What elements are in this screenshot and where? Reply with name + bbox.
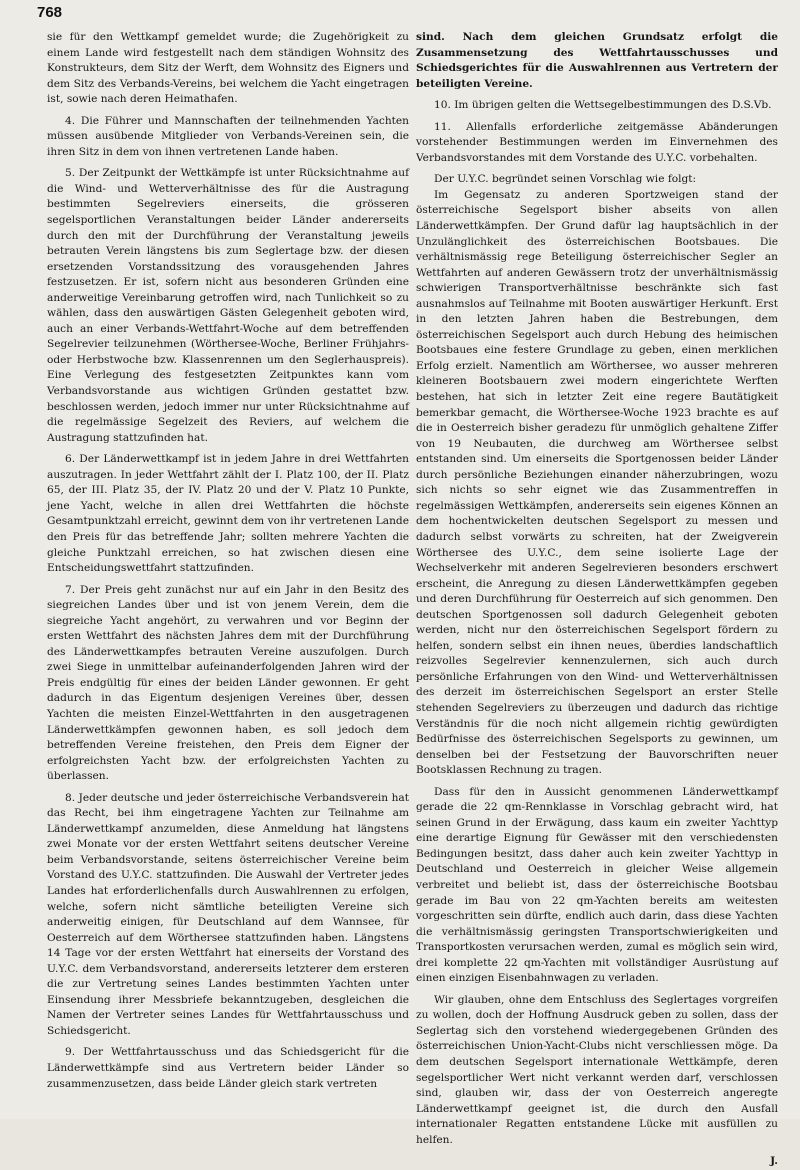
paragraph: 6. Der Länderwettkampf ist in jedem Jahre in drei Wettfahrten auszutragen. In jeder Wettfahrt zählt der I. Platz 100, der II. Platz 65, der III. Platz 35, der IV. Platz 20 und der V. Platz 10 Punkte, jene Yacht, welche in allen drei Wettfahrten die höchste Gesamtpunktzahl erreicht, gewinnt dem von ihr vertretenen Lande den Preis für das betreffende Jahr; sollten mehrere Yachten die gleiche Punktzahl erreichen, so hat zwischen diesen eine Entscheidungswettfahrt stattzufinden. — [47, 453, 409, 575]
paragraph: 10. Im übrigen gelten die Wettsegelbestimmungen des D.S.Vb. — [434, 99, 772, 112]
paragraph: sind. Nach dem gleichen Grundsatz erfolgt die Zusammensetzung des Wettfahrtausschusses und Schiedsgerichtes für die Auswahlrennen aus Vertretern der beteiligten Vereine. — [416, 31, 778, 90]
right-column — [416, 30, 778, 1170]
paragraph: Wir glauben, ohne dem Entschluss des Seglertages vorgreifen zu wollen, doch der Hoffnung Ausdruck geben zu sollen, dass der Seglertag sich den vorstehend wiedergegebenen Gründen des österreichischen Union-Yacht-Clubs nicht verschliessen möge. Da dem deutschen Segelsport internationale Wettkämpfe, deren segelsportlicher Wert nicht verkannt werden darf, verschlossen sind, glauben wir, dass der von Oesterreich angeregte Länderwettkampf geeignet ist, die durch den Ausfall internationaler Regatten entstandene Lücke mit ausfüllen zu helfen. — [416, 993, 778, 1146]
paragraph: Im Gegensatz zu anderen Sportzweigen stand der österreichische Segelsport bisher abseits von allen Länderwettkämpfen. Der Grund dafür lag hauptsächlich in der Unzulänglichkeit des österreichischen Bootsbaues. Die verhältnismässig rege Beteiligung österreichischer Segler an Wettfahrten auf anderen Gewässern trotz der unverhältnismässig schwierigen Transportverhältnisse beschränkte sich fast ausnahmslos auf Teilnahme mit Booten auswärtiger Herkunft. Erst in den letzten Jahren haben die Bestrebungen, dem österreichischen Segelsport auch durch Hebung des heimischen Bootsbaues eine festere Grundlage zu geben, einen merklichen Erfolg erzielt. Namentlich am Wörthersee, wo ausser mehreren kleineren Bootsbauern zwei modern eingerichtete Werften bestehen, hat sich in letzter Zeit eine regere Bautätigkeit bemerkbar gemacht, die Wörthersee-Woche 1923 brachte es auf die in Oesterreich bisher geradezu für unmöglich gehaltene Ziffer von 19 Neubauten, die durchweg am Wörthersee selbst entstanden sind. Um einerseits die Sportgenossen beider Länder durch persönliche Beziehungen einander näherzubringen, wozu sich nichts so sehr eignet wie das Zusammentreffen in regelmässigen Wettkämpfen, andererseits sein eigenes Können an dem hochentwickelten deutschen Segelsport zu messen und dadurch selbst vorwärts zu schreiten, hat der Zweigverein Wörthersee des U.Y.C., dem seine isolierte Lage der Wechselverkehr mit anderen Segelrevieren besonders erschwert erscheint, die Anregung zu diesen Länderwettkämpfen gegeben und deren Durchführung für Oesterreich auf sich genommen. Den deutschen Sportgenossen soll dadurch Gelegenheit geboten werden, nicht nur den österreichischen Segelsport fördern zu helfen, sondern selbst ein ihnen neues, überdies landschaftlich reizvolles Segelrevier kennenzulernen, sich auch durch persönliche Erfahrungen von den Wind- und Wetterverhältnissen des derzeit im österreichischen Segelsport an erster Stelle stehenden Segelreviers zu überzeugen und dadurch das richtige Verständnis für die noch nicht allgemein richtig gewürdigten Bedürfnisse des österreichischen Segelsports zu gewinnen, um denselben bei der Festsetzung der Bauvorschriften neuer Bootsklassen Rechnung zu tragen. — [416, 188, 778, 777]
left-column — [47, 30, 409, 1092]
paragraph: Der U.Y.C. begründet seinen Vorschlag wie folgt: — [434, 173, 697, 186]
paragraph: 4. Die Führer und Mannschaften der teilnehmenden Yachten müssen ausübende Mitglieder von Verbands-Vereinen sein, die ihren Sitz in dem von ihnen vertretenen Lande haben. — [47, 114, 409, 158]
paragraph: 5. Der Zeitpunkt der Wettkämpfe ist unter Rücksichtnahme auf die Wind- und Wetterverhältnisse des für die Austragung bestimmten Segelreviers einerseits, die grösseren segelsportlichen Veranstaltungen beider Länder andererseits durch den mit der Durchführung der Veranstaltung jeweils betrauten Verein längstens bis zum Seglertage bzw. der diesen ersetzenden Vorstandssitzung des vorausgehenden Jahres festzusetzen. Er ist, sofern nicht aus besonderen Gründen eine anderweitige Vereinbarung getroffen wird, nach Tunlichkeit so zu wählen, dass den auswärtigen Gästen Gelegenheit geboten wird, auch an einer Verbands-Wettfahrt-Woche auf dem betreffenden Segelrevier teilzunehmen (Wörthersee-Woche, Berliner Frühjahrs- oder Herbstwoche bzw. Klassenrennen um den Seglerhauspreis). Eine Verlegung des festgesetzten Zeitpunktes kann vom Verbandsvorstande aus wichtigen Gründen gestattet bzw. beschlossen werden, jedoch immer nur unter Rücksichtnahme auf die regelmässige Segelzeit des Reviers, auf welchem die Austragung stattzufinden hat. — [47, 167, 409, 444]
paragraph: 7. Der Preis geht zunächst nur auf ein Jahr in den Besitz des siegreichen Landes über und ist von jenem Verein, dem die siegreiche Yacht angehört, zu verwahren und vor Beginn der ersten Wettfahrt des nächsten Jahres dem mit der Durchführung des Länderwettkampfes betrauten Vereine auszufolgen. Durch zwei Siege in unmittelbar aufeinanderfolgenden Jahren wird der Preis endgültig für eines der beiden Länder gewonnen. Er geht dadurch in das Eigentum desjenigen Vereines über, dessen Yachten die meisten Einzel-Wettfahrten in den ausgetragenen Länderwettkämpfen gewonnen haben, es soll jedoch dem betreffenden Vereine freistehen, den Preis dem Eigner der erfolgreichsten Yacht bzw. der erfolgreichsten Yachten zu überlassen. — [47, 583, 409, 783]
paragraph: 8. Jeder deutsche und jeder österreichische Verbandsverein hat das Recht, bei ihm eingetragene Yachten zur Teilnahme am Länderwettkampf anzumelden, diese Anmeldung hat längstens zwei Monate vor der ersten Wettfahrt seitens deutscher Vereine beim Verbandsvorstande, seitens österreichischer Vereine beim Vorstand des U.Y.C. stattzufinden. Die Auswahl der Vertreter jedes Landes hat erforderlichenfalls durch Auswahlrennen zu erfolgen, welche, sofern nicht sämtliche beteiligten Vereine sich anderweitig einigen, für Deutschland auf dem Wannsee, für Oesterreich auf dem Wörthersee stattzufinden haben. Längstens 14 Tage vor der ersten Wettfahrt hat einerseits der Vorstand des U.Y.C. dem Verbandsvorstand, andererseits letzterer dem ersteren die zur Vertretung seines Landes bestimmten Yachten unter Einsendung ihrer Messbriefe bekanntzugeben, desgleichen die Namen der Vertreter seines Landes für Wettfahrtausschuss und Schiedsgericht. — [47, 791, 409, 1037]
signature: J. — [770, 1155, 778, 1168]
paragraph: 9. Der Wettfahrtausschuss und das Schiedsgericht für die Länderwettkämpfe sind aus Vertretern beider Länder so zusammenzusetzen, dass beide Länder gleich stark vertreten — [47, 1046, 409, 1090]
paragraph: 11. Allenfalls erforderliche zeitgemässe Abänderungen vorstehender Bestimmungen werden im Einvernehmen des Verbandsvorstandes mit dem Vorstande des U.Y.C. vorbehalten. — [416, 120, 778, 164]
paragraph: Dass für den in Aussicht genommenen Länderwettkampf gerade die 22 qm-Rennklasse in Vorschlag gebracht wird, hat seinen Grund in der Erwägung, dass kaum ein zweiter Yachttyp eine derartige Eignung für Gewässer mit den verschiedensten Bedingungen besitzt, dass daher auch kein zweiter Yachttyp in Deutschland und Oesterreich in gleicher Weise allgemein verbreitet und beliebt ist, dass der österreichische Bootsbau gerade im Bau von 22 qm-Yachten bereits am weitesten vorgeschritten sein dürfte, endlich auch darin, dass diese Yachten die verhältnismässig geringsten Transportschwierigkeiten und Transportkosten verursachen werden, zumal es möglich sein wird, drei komplette 22 qm-Yachten mit vollständiger Ausrüstung auf einen einzigen Eisenbahnwagen zu verladen. — [416, 785, 778, 985]
paragraph: sie für den Wettkampf gemeldet wurde; die Zugehörigkeit zu einem Lande wird festgestellt nach dem ständigen Wohnsitz des Konstrukteurs, dem Sitz der Werft, dem Wohnsitz des Eigners und dem Sitz des Verbands-Vereins, bei welchem die Yacht eingetragen ist, sowie nach deren Heimathafen. — [47, 31, 409, 106]
page-number: 768 — [37, 4, 63, 21]
